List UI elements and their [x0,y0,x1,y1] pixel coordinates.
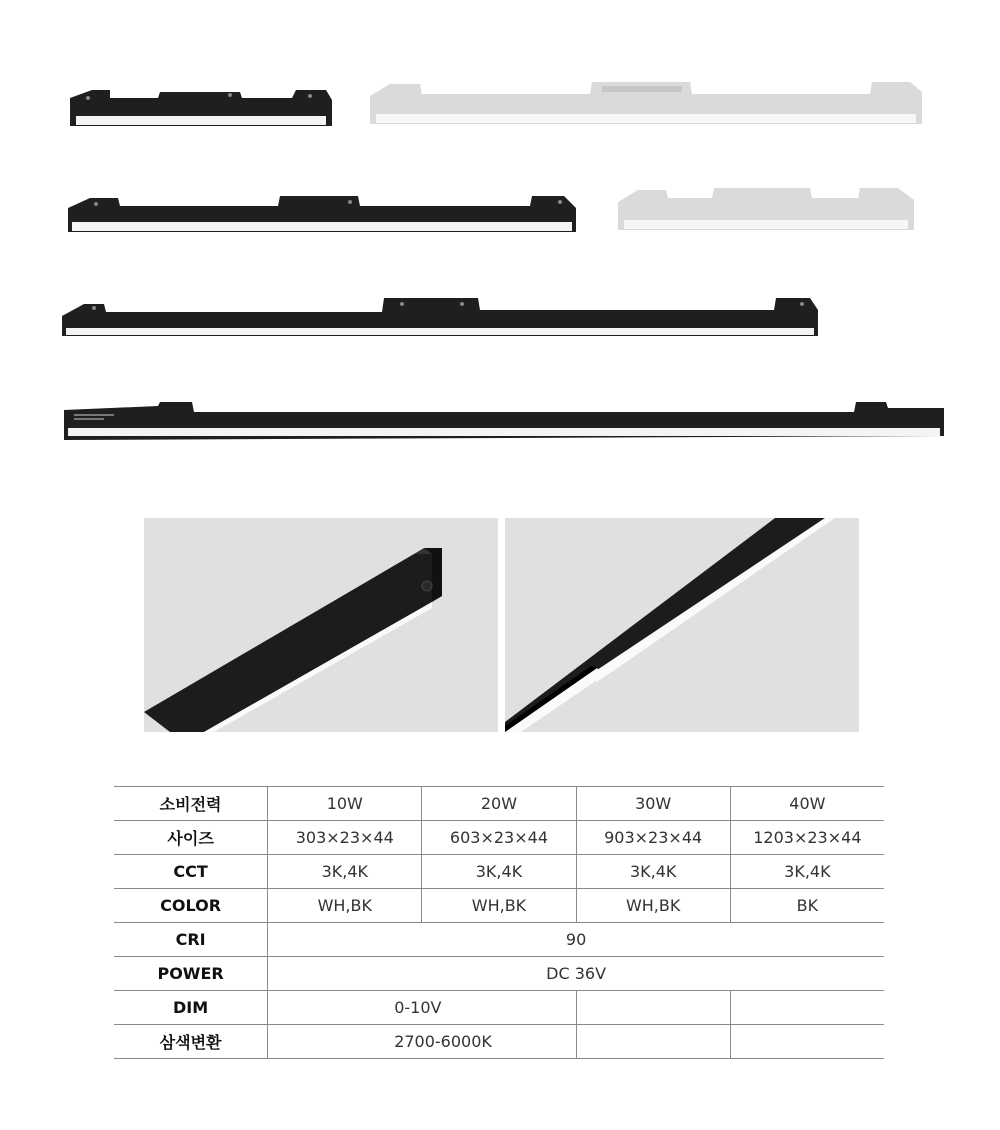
spec-row-label: CCT [114,855,268,889]
spec-cell: 1203×23×44 [730,821,884,855]
product-image-20w-white [370,80,922,130]
spec-row-label: POWER [114,957,268,991]
spec-cell-merged: 2700-6000K [268,1025,576,1059]
spec-cell: BK [730,889,884,923]
spec-row-label: 소비전력 [114,787,268,821]
spec-cell-merged: 90 [268,923,884,957]
product-image-40w-black [64,400,944,444]
detail-photo-connection [505,518,859,732]
spec-cell: 3K,4K [730,855,884,889]
spec-table [114,786,884,1059]
spec-cell-empty [730,991,884,1025]
spec-cell-empty [730,1025,884,1059]
spec-cell: 30W [576,787,730,821]
spec-cell: 3K,4K [268,855,422,889]
spec-row [114,1025,884,1059]
spec-cell: WH,BK [576,889,730,923]
spec-cell-merged: 0-10V [268,991,576,1025]
product-image-20w-black [68,192,576,236]
spec-cell: 20W [422,787,576,821]
spec-row-label: CRI [114,923,268,957]
spec-row-label: DIM [114,991,268,1025]
spec-cell: WH,BK [268,889,422,923]
spec-cell-empty [576,1025,730,1059]
spec-cell: WH,BK [422,889,576,923]
product-image-10w-black [70,86,332,134]
spec-row-label: 삼색변환 [114,1025,268,1059]
spec-row [114,957,884,991]
spec-cell: 40W [730,787,884,821]
product-image-30w-black [62,296,818,342]
spec-cell-empty [576,991,730,1025]
spec-row-label: COLOR [114,889,268,923]
detail-photo-end-cap [144,518,498,732]
spec-cell: 3K,4K [422,855,576,889]
spec-row [114,889,884,923]
spec-cell: 603×23×44 [422,821,576,855]
spec-row [114,923,884,957]
spec-row-label: 사이즈 [114,821,268,855]
spec-row [114,821,884,855]
spec-cell: 303×23×44 [268,821,422,855]
spec-cell: 3K,4K [576,855,730,889]
spec-cell: 10W [268,787,422,821]
spec-row [114,787,884,821]
spec-cell: 903×23×44 [576,821,730,855]
spec-row [114,855,884,889]
spec-cell-merged: DC 36V [268,957,884,991]
spec-row [114,991,884,1025]
product-image-10w-white [618,186,914,234]
